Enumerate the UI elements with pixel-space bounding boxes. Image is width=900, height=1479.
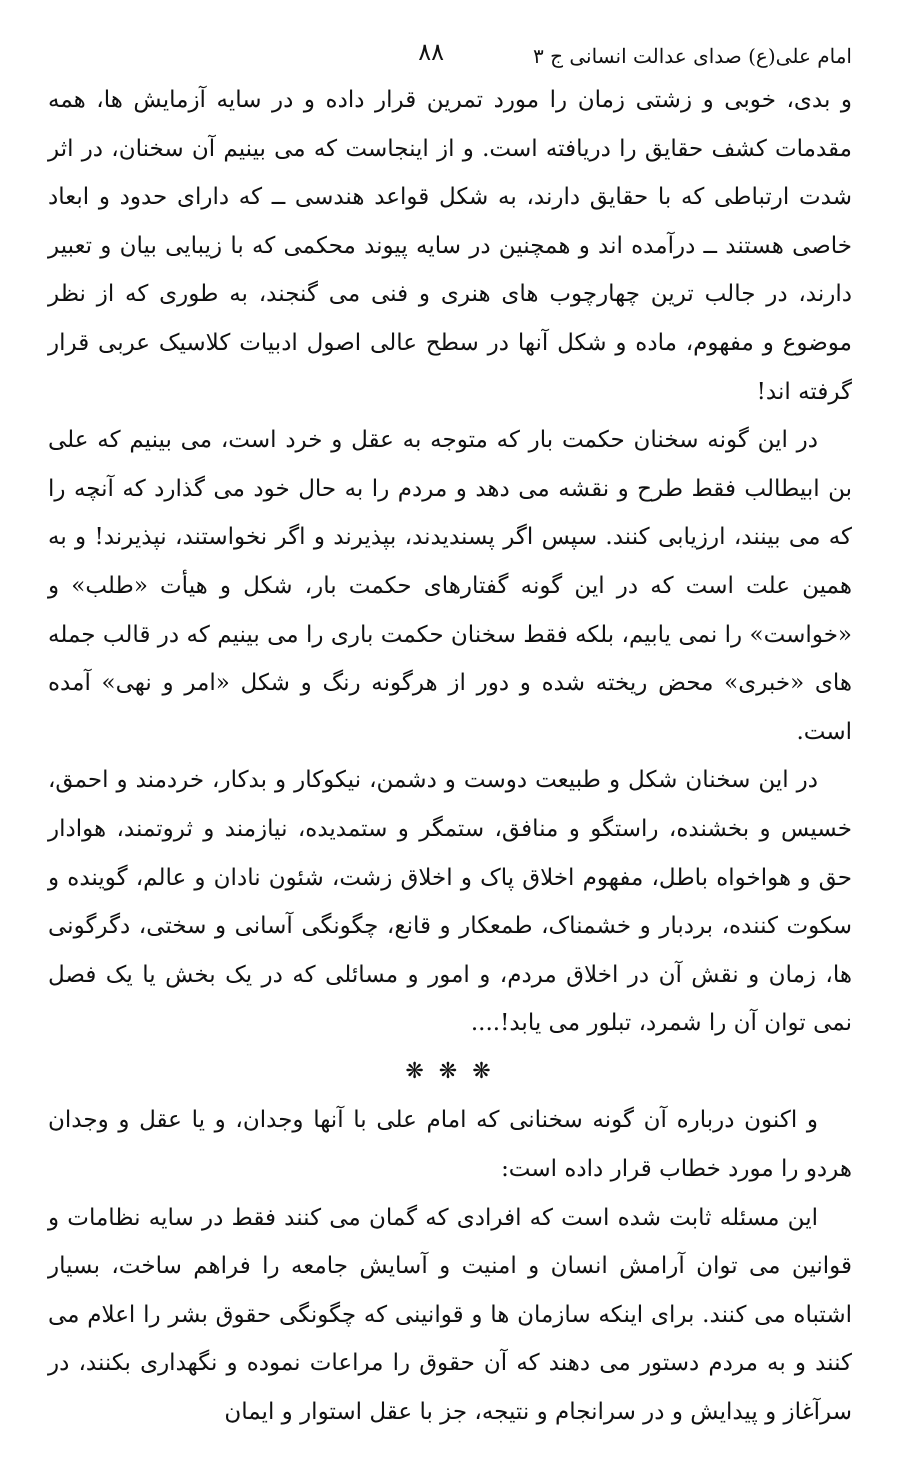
paragraph: در این سخنان شکل و طبیعت دوست و دشمن، نیکوکار و بدکار، خردمند و احمق، خسیس و بخشنده، راستگو و منافق، ستمگر و ستمدیده، نیازمند و ثروتمند، هوادار حق و هواخواه باطل، مفهوم اخلاق پاک و اخلاق زشت، شئون نادان و عالم، گوینده و سکوت کننده، بردبار و خشمناک، طمعکار و قانع، چگونگی آسانی و سختی، دگرگونی ها، زمان و نقش آن در اخلاق مردم، و امور و مسائلی که در یک بخش یا یک فصل نمی توان آن را شمرد، تبلور می یابد!.... xyxy=(48,767,852,1037)
page-number: ۸۸ xyxy=(418,38,444,66)
running-title: امام علی(ع) صدای عدالت انسانی ج ۳ xyxy=(532,44,852,68)
paragraph: در این گونه سخنان حکمت بار که متوجه به عقل و خرد است، می بینیم که علی بن ابیطالب فقط طرح و نقشه می دهد و مردم را به حال خود می گذارد که آنچه را که می بینند، ارزیابی کنند. سپس اگر پسندیدند، بپذیرند و اگر نخواستند، نپذیرند! و به همین علت است که در این گونه گفتارهای حکمت بار، شکل و هیأت «طلب» و «خواست» را نمی یابیم، بلکه فقط سخنان حکمت باری را می بینیم که در قالب جمله های «خبری» محض ریخته شده و دور از هرگونه رنگ و شکل «امر و نهی» آمده است. xyxy=(48,427,852,745)
paragraph: و بدی، خوبی و زشتی زمان را مورد تمرین قرار داده و در سایه آزمایش ها، همه مقدمات کشف حقایق را دریافته است. و از اینجاست که می بینیم آن سخنان، در اثر شدت ارتباطی که با حقایق دارند، به شکل قواعد هندسی ــ که دارای حدود و ابعاد خاصی هستند ــ درآمده اند و همچنین در سایه پیوند محکمی که با زیبایی بیان و تعبیر دارند، در جالب ترین چهارچوب های هنری و فنی می گنجند، به طوری که از نظر موضوع و مفهوم، ماده و شکل آنها در سطح عالی اصول ادبیات کلاسیک عربی قرار گرفته اند! xyxy=(48,87,852,405)
paragraph: و اکنون درباره آن گونه سخنانی که امام علی با آنها وجدان، و یا عقل و وجدان هردو را مورد خطاب قرار داده است: xyxy=(48,1107,852,1183)
section-separator: ❋ ❋ ❋ xyxy=(405,1058,495,1084)
paragraph: این مسئله ثابت شده است که افرادی که گمان می کنند فقط در سایه نظامات و قوانین می توان آرامش انسان و امنیت و آسایش جامعه را فراهم ساخت، بسیار اشتباه می کنند. برای اینکه سازمان ها و قوانینی که چگونگی حقوق بشر را اعلام می کنند و به مردم دستور می دهند که آن حقوق را مراعات نموده و نگهداری بکنند، در سرآغاز و پیدایش و در سرانجام و نتیجه، جز با عقل استوار و ایمان xyxy=(48,1204,852,1426)
page-body xyxy=(48,76,852,1437)
page-header xyxy=(48,36,852,76)
